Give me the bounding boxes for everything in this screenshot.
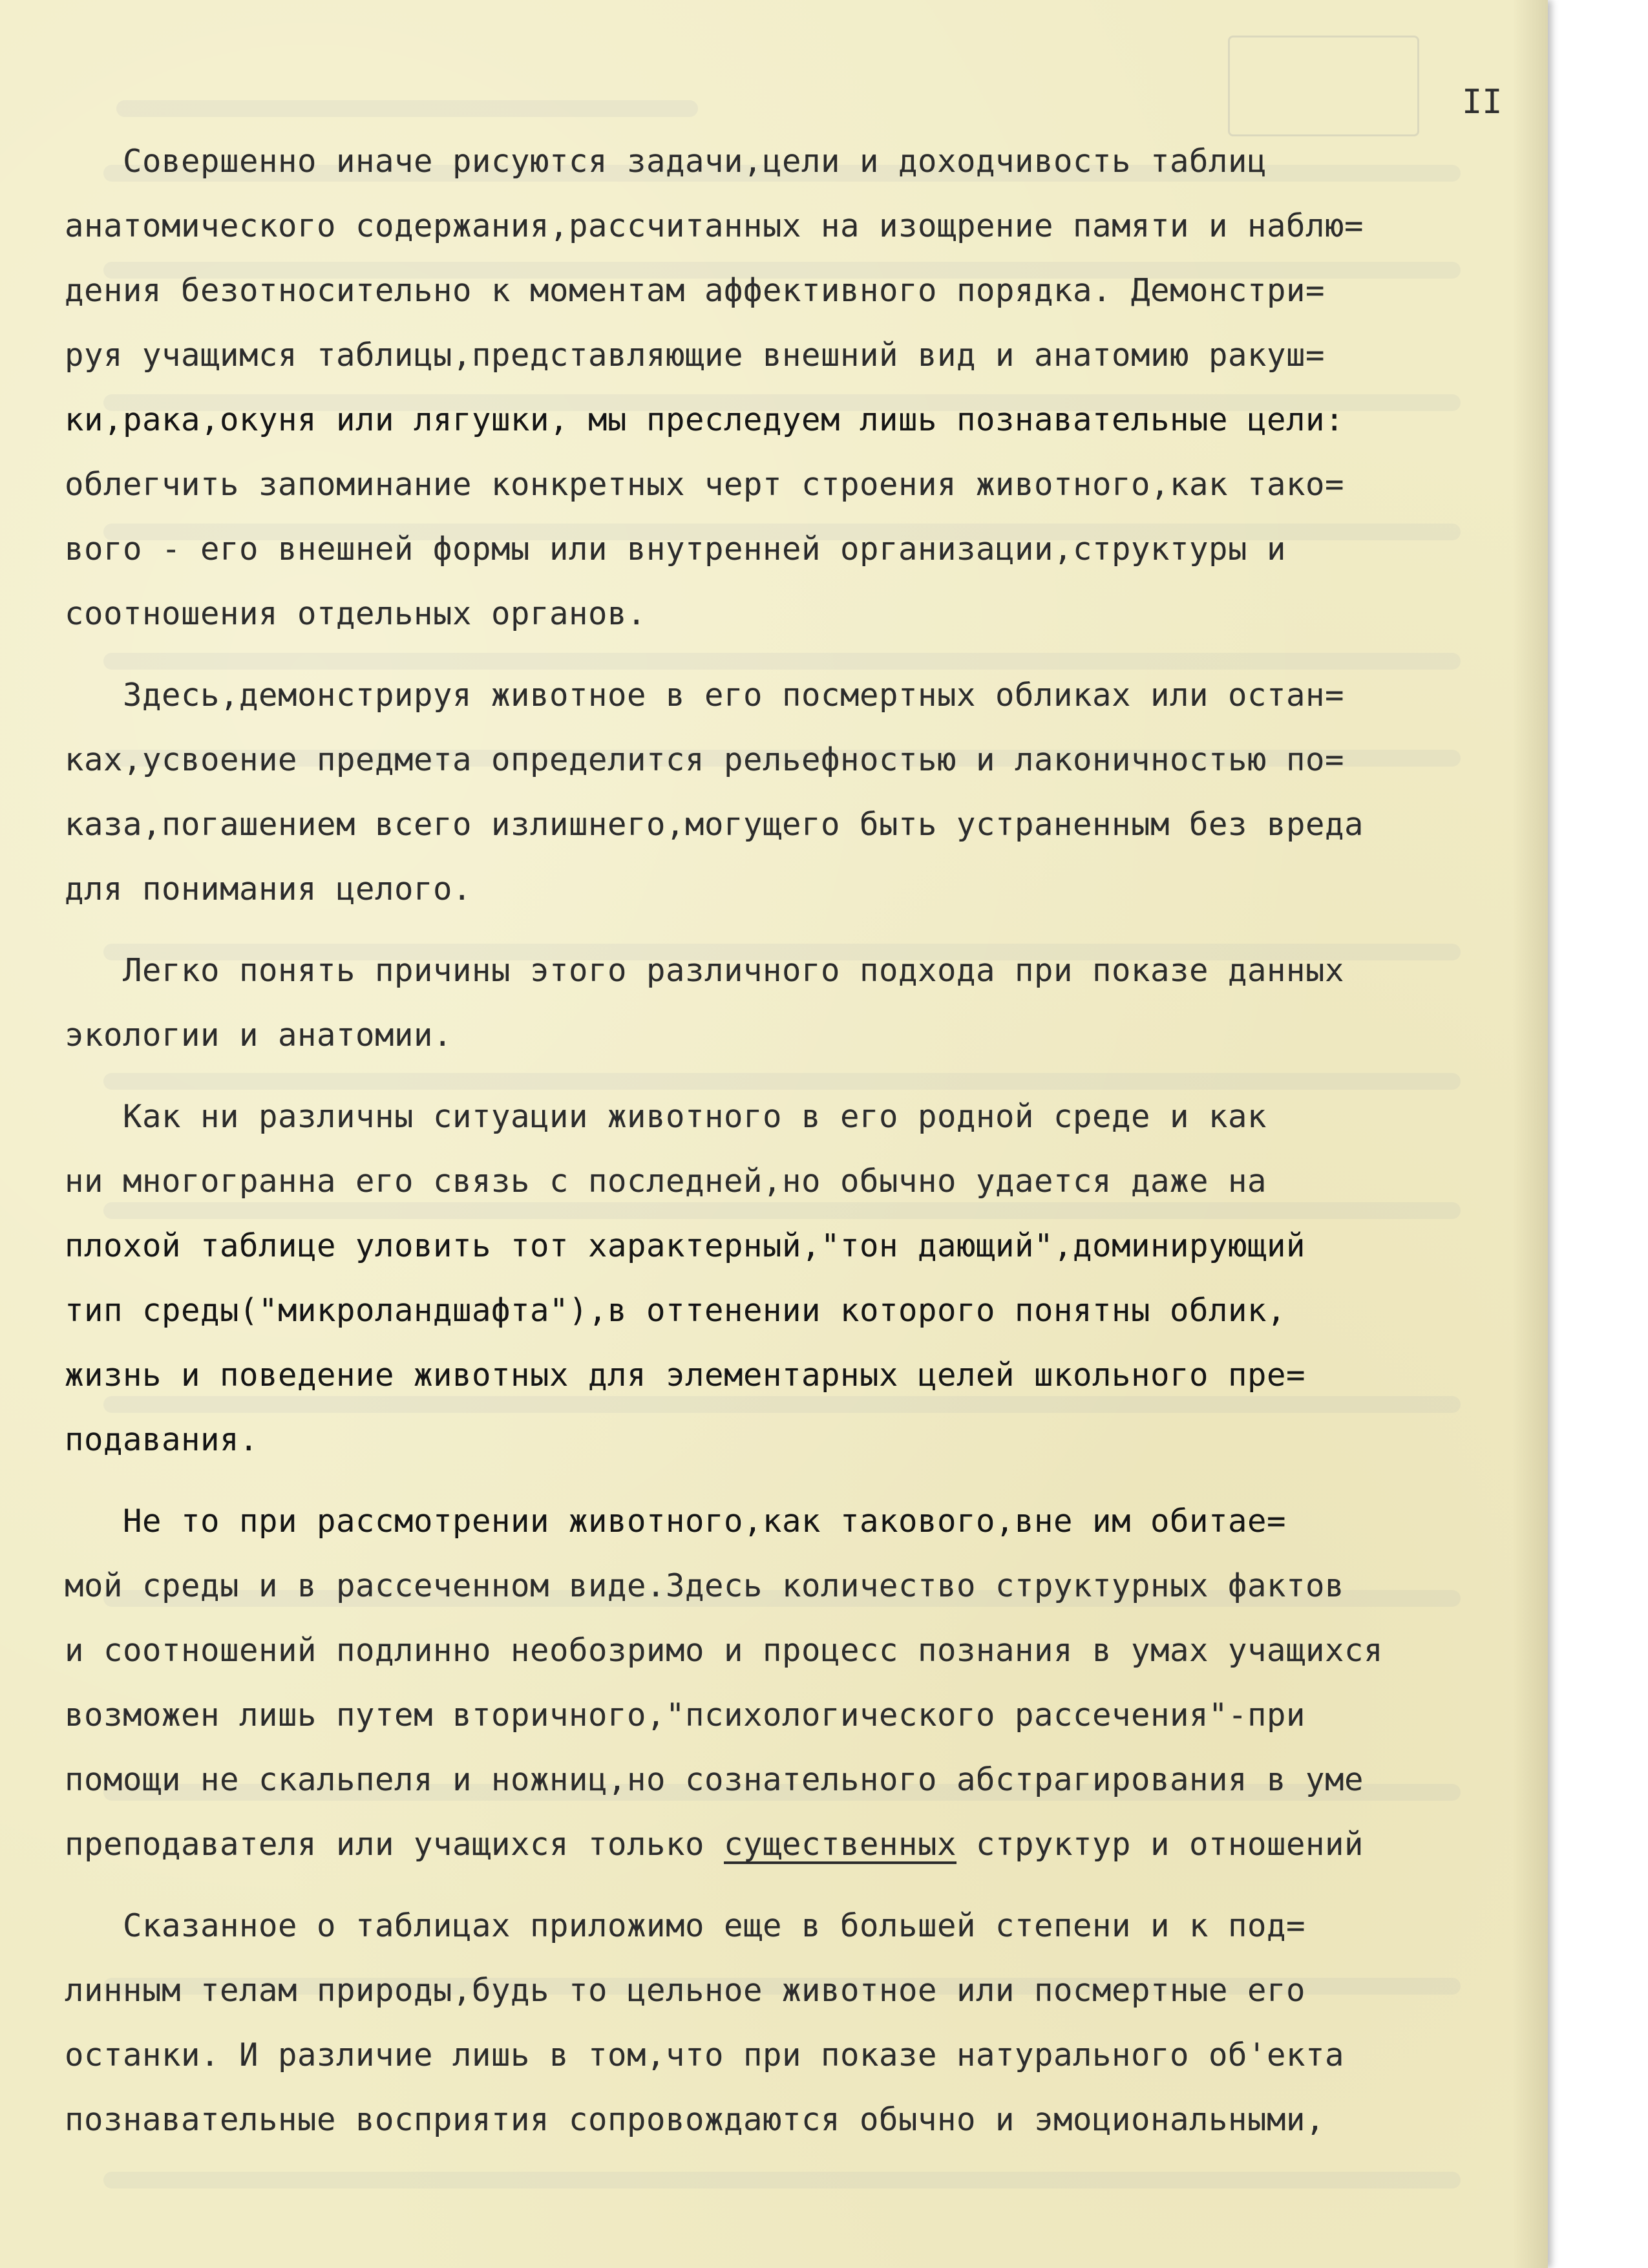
paragraph-3: [65, 938, 1525, 1068]
faint-stamp-mark: [1228, 36, 1419, 136]
text-segment: преподавателя или учащихся только: [65, 1826, 724, 1863]
underlined-word: существенных: [724, 1826, 957, 1863]
text-line-with-underline: [65, 1812, 1525, 1877]
text-line: ках,усвоение предмета определится рельефностью и лаконичностью по=: [65, 741, 1345, 778]
text-line: тип среды("микроландшафта"),в оттенении которого понятны облик,: [65, 1292, 1287, 1329]
text-line: Здесь,демонстрируя животное в его посмертных обликах или остан=: [65, 677, 1345, 714]
page-number: II: [1462, 83, 1503, 122]
bleed-line: [103, 2172, 1461, 2189]
text-line: руя учащимся таблицы,представляющие внешний вид и анатомию ракуш=: [65, 337, 1326, 374]
text-line: экологии и анатомии.: [65, 1017, 453, 1054]
text-segment: структур и отношений: [956, 1826, 1364, 1863]
text-line: ки,рака,окуня или лягушки, мы преследуем лишь познавательные цели:: [65, 401, 1345, 438]
bleed-line: [116, 100, 698, 117]
text-line: вого - его внешней формы или внутренней организации,структуры и: [65, 531, 1287, 567]
text-line: Совершенно иначе рисуются задачи,цели и доходчивость таблиц: [65, 143, 1267, 180]
text-line: ни многогранна его связь с последней,но обычно удается даже на: [65, 1163, 1267, 1200]
text-line: плохой таблице уловить тот характерный,"тон дающий",доминирующий: [65, 1227, 1306, 1264]
text-line: Сказанное о таблицах приложимо еще в большей степени и к под=: [65, 1907, 1306, 1944]
typewritten-body: [65, 129, 1525, 2169]
text-line: Не то при рассмотрении животного,как такового,вне им обитае=: [65, 1503, 1287, 1540]
paragraph-6: [65, 1894, 1525, 2152]
text-line: для понимания целого.: [65, 871, 472, 907]
paragraph-4: [65, 1085, 1525, 1472]
text-line: Легко понять причины этого различного подхода при показе данных: [65, 952, 1345, 989]
paragraph-2: [65, 663, 1525, 922]
paragraph-1: [65, 129, 1525, 646]
text-line: останки. И различие лишь в том,что при показе натурального об'екта: [65, 2037, 1345, 2073]
text-line: подавания.: [65, 1421, 259, 1458]
text-line: возможен лишь путем вторичного,"психологического рассечения"-при: [65, 1697, 1306, 1733]
text-line: анатомического содержания,рассчитанных на изощрение памяти и наблю=: [65, 207, 1364, 244]
text-line: помощи не скальпеля и ножниц,но сознательного абстрагирования в уме: [65, 1761, 1364, 1798]
text-line: жизнь и поведение животных для элементарных целей школьного пре=: [65, 1357, 1306, 1394]
paragraph-5: [65, 1489, 1525, 1877]
text-line: мой среды и в рассеченном виде.Здесь количество структурных фактов: [65, 1567, 1345, 1604]
text-line: и соотношений подлинно необозримо и процесс познания в умах учащихся: [65, 1632, 1384, 1669]
text-line: познавательные восприятия сопровождаются обычно и эмоциональными,: [65, 2101, 1326, 2138]
text-line: соотношения отдельных органов.: [65, 595, 647, 632]
text-line: Как ни различны ситуации животного в его родной среде и как: [65, 1098, 1267, 1135]
text-line: каза,погашением всего излишнего,могущего быть устраненным без вреда: [65, 806, 1364, 843]
text-line: облегчить запоминание конкретных черт строения животного,как тако=: [65, 466, 1345, 503]
text-line: линным телам природы,будь то цельное животное или посмертные его: [65, 1972, 1306, 2009]
text-line: дения безотносительно к моментам аффективного порядка. Демонстри=: [65, 272, 1326, 309]
